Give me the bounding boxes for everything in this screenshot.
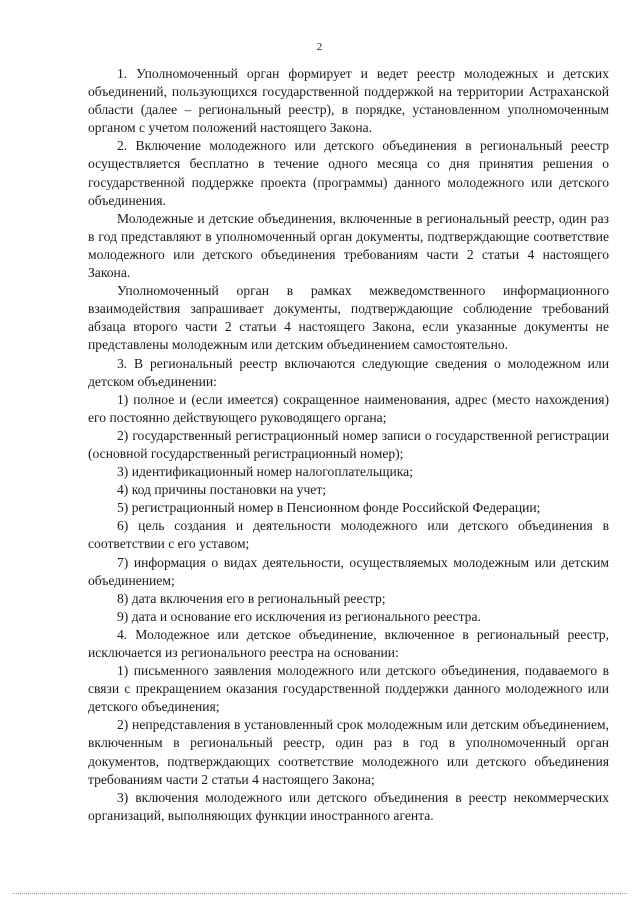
list-item-7-activities: 7) информация о видах деятельности, осуществляемых молодежным или детским объединением; bbox=[88, 554, 609, 588]
exclusion-ground-3-foreign-agent: 3) включения молодежного или детского объединения в реестр некоммерческих организаций, выполняющих функции иностранного агента. bbox=[88, 789, 609, 823]
paragraph-1-registry-formation: 1. Уполномоченный орган формирует и ведет реестр молодежных и детских объединений, пользующихся государственной поддержкой на территории Астраханской области (далее – региональный реестр), в порядке, установленном уполномоченным органом с учетом положений настоящего Закона. bbox=[88, 66, 609, 136]
list-item-9-exclusion-date: 9) дата и основание его исключения из регионального реестра. bbox=[117, 608, 481, 624]
list-item-3-tax-id: 3) идентификационный номер налогоплательщика; bbox=[117, 464, 413, 480]
paragraph-2-registry-inclusion: 2. Включение молодежного или детского объединения в региональный реестр осуществляется бесплатно в течение одного месяца со дня принятия решения о государственной поддержке проекта (программы) данного молодежного или детского объединения. bbox=[88, 138, 609, 208]
paragraph-interagency-request: Уполномоченный орган в рамках межведомственного информационного взаимодействия запрашивает документы, подтверждающие соблюдение требований абзаца второго части 2 статьи 4 настоящего Закона, если указанные документы не представлены молодежным или детским объединением самостоятельно. bbox=[88, 283, 609, 353]
exclusion-ground-2-documents-not-submitted: 2) непредставления в установленный срок молодежным или детским объединением, включенным в региональный реестр, один раз в год в уполномоченный орган документов, подтверждающих соответствие молодежного или детского объединения требованиям части 2 статьи 4 настоящего Закона; bbox=[88, 717, 609, 787]
scan-edge-divider bbox=[12, 893, 627, 894]
list-item-4-kpp: 4) код причины постановки на учет; bbox=[117, 482, 327, 498]
law-text-body bbox=[88, 65, 609, 825]
paragraph-3-registry-contents: 3. В региональный реестр включаются следующие сведения о молодежном или детском объединении: bbox=[88, 355, 609, 389]
list-item-2-registration-number: 2) государственный регистрационный номер записи о государственной регистрации (основной государственный регистрационный номер); bbox=[88, 427, 609, 461]
list-item-8-inclusion-date: 8) дата включения его в региональный реестр; bbox=[117, 590, 386, 606]
paragraph-4-exclusion-grounds: 4. Молодежное или детское объединение, включенное в региональный реестр, исключается из регионального реестра на основании: bbox=[88, 626, 609, 660]
list-item-1-name-address: 1) полное и (если имеется) сокращенное наименования, адрес (место нахождения) его постоянно действующего руководящего органа; bbox=[88, 391, 609, 425]
list-item-6-purpose: 6) цель создания и деятельности молодежного или детского объединения в соответствии с его уставом; bbox=[88, 518, 609, 552]
list-item-5-pension-fund-number: 5) регистрационный номер в Пенсионном фонде Российской Федерации; bbox=[117, 500, 541, 516]
page-number: 2 bbox=[316, 41, 323, 53]
paragraph-annual-documents: Молодежные и детские объединения, включенные в региональный реестр, один раз в год представляют в уполномоченный орган документы, подтверждающие соответствие молодежного или детского объединения требованиям части 2 статьи 4 настоящего Закона. bbox=[88, 210, 609, 281]
exclusion-ground-1-written-application: 1) письменного заявления молодежного или детского объединения, подаваемого в связи с прекращением оказания государственной поддержки данного молодежного или детского объединения; bbox=[88, 663, 609, 715]
